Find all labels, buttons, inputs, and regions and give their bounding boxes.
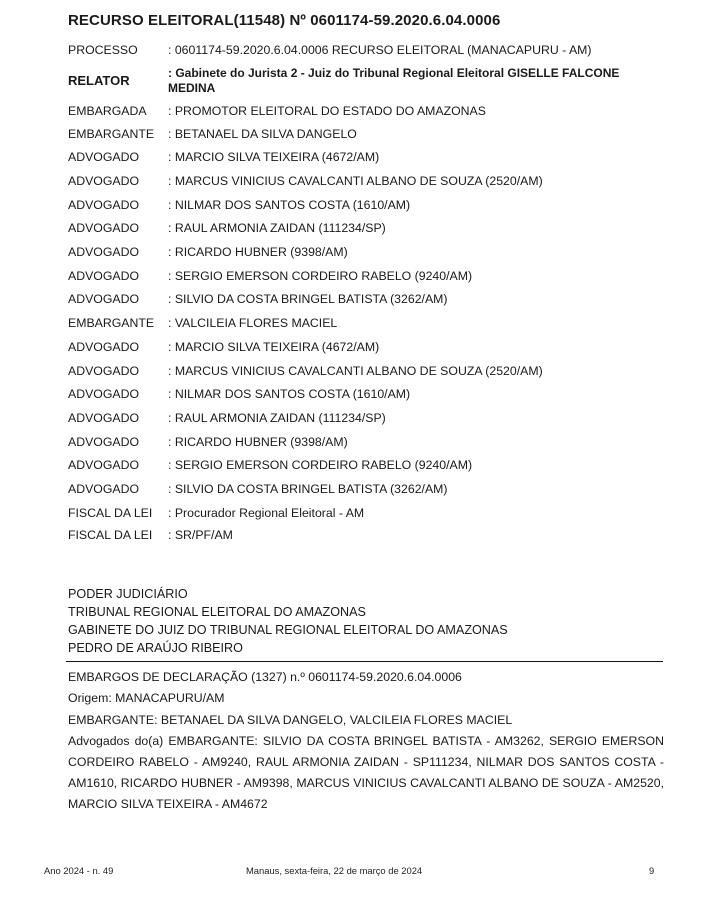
party-label: ADVOGADO	[68, 339, 140, 354]
party-value: : RAUL ARMONIA ZAIDAN (111234/SP)	[168, 221, 386, 236]
advogados-paragraph: Advogados do(a) EMBARGANTE: SILVIO DA COSTA BRINGEL BATISTA - AM3262, SERGIO EMERSON CORDEIRO RABELO - AM9240, RAUL ARMONIA ZAIDAN - SP111234, NILMAR DOS SANTOS COSTA - AM1610, RICARDO HUBNER - AM9398, MARCUS VINICIUS CAVALCANTI ALBANO DE SOUZA - AM2520, MARCIO SILVA TEIXEIRA - AM4672	[68, 734, 664, 812]
party-row	[68, 198, 668, 213]
party-label: ADVOGADO	[68, 434, 140, 449]
party-value: : BETANAEL DA SILVA DANGELO	[168, 127, 357, 142]
footer-page-number: 9	[649, 865, 655, 876]
footer-date: Manaus, sexta-feira, 22 de março de 2024	[246, 865, 423, 876]
party-label: PROCESSO	[68, 43, 138, 57]
party-label: ADVOGADO	[68, 245, 140, 260]
party-value: : MARCUS VINICIUS CAVALCANTI ALBANO DE SOUZA (2520/AM)	[168, 363, 543, 378]
party-value: : SR/PF/AM	[168, 528, 233, 543]
party-value: : Procurador Regional Eleitoral - AM	[168, 505, 365, 520]
party-value: : MARCUS VINICIUS CAVALCANTI ALBANO DE SOUZA (2520/AM)	[168, 174, 543, 189]
footer-edition: Ano 2024 - n. 49	[44, 865, 114, 876]
party-value: : SILVIO DA COSTA BRINGEL BATISTA (3262/AM)	[168, 481, 448, 496]
party-label: EMBARGANTE	[68, 127, 155, 142]
party-value: : PROMOTOR ELEITORAL DO ESTADO DO AMAZONAS	[168, 103, 486, 118]
embargante-line: EMBARGANTE: BETANAEL DA SILVA DANGELO, VALCILEIA FLORES MACIEL	[68, 712, 513, 727]
party-label: RELATOR	[68, 73, 130, 89]
party-label: ADVOGADO	[68, 363, 140, 378]
court-header-line: TRIBUNAL REGIONAL ELEITORAL DO AMAZONAS	[68, 605, 366, 619]
party-row	[68, 435, 668, 450]
party-row	[68, 104, 668, 119]
party-value: : NILMAR DOS SANTOS COSTA (1610/AM)	[168, 387, 411, 402]
party-value: : RICARDO HUBNER (9398/AM)	[168, 245, 348, 260]
party-label: ADVOGADO	[68, 150, 140, 165]
party-label: ADVOGADO	[68, 458, 140, 473]
court-header-line: PEDRO DE ARAÚJO RIBEIRO	[68, 641, 243, 655]
party-row	[68, 127, 668, 142]
party-value: : SERGIO EMERSON CORDEIRO RABELO (9240/AM)	[168, 268, 473, 283]
party-label: EMBARGADA	[68, 103, 147, 118]
party-value: : RAUL ARMONIA ZAIDAN (111234/SP)	[168, 410, 386, 425]
party-row	[68, 150, 668, 165]
court-header-line: PODER JUDICIÁRIO	[68, 587, 188, 601]
party-label: ADVOGADO	[68, 197, 140, 212]
parties-list	[68, 43, 668, 543]
party-row	[68, 387, 668, 402]
party-value: : MARCIO SILVA TEIXEIRA (4672/AM)	[168, 339, 380, 354]
party-row	[68, 221, 668, 236]
party-row	[68, 340, 668, 355]
party-label: ADVOGADO	[68, 481, 140, 496]
party-value: : NILMAR DOS SANTOS COSTA (1610/AM)	[168, 197, 411, 212]
party-value: : 0601174-59.2020.6.04.0006 RECURSO ELEITORAL (MANACAPURU - AM)	[168, 43, 592, 57]
party-label: EMBARGANTE	[68, 316, 155, 331]
embargos-line: EMBARGOS DE DECLARAÇÃO (1327) n.º 0601174-59.2020.6.04.0006	[68, 670, 462, 684]
party-value: : Gabinete do Jurista 2 - Juiz do Tribunal Regional Eleitoral GISELLE FALCONE MEDINA	[168, 65, 620, 95]
party-row	[68, 43, 668, 58]
party-row	[68, 506, 668, 521]
party-value: : MARCIO SILVA TEIXEIRA (4672/AM)	[168, 150, 380, 165]
party-label: ADVOGADO	[68, 387, 140, 402]
party-value: : VALCILEIA FLORES MACIEL	[168, 316, 338, 331]
section-divider	[66, 661, 663, 662]
party-row	[68, 364, 668, 379]
origem-line: Origem: MANACAPURU/AM	[68, 691, 225, 706]
decision-body	[68, 667, 664, 815]
party-row	[68, 66, 668, 96]
party-label: ADVOGADO	[68, 292, 140, 307]
party-value: : SILVIO DA COSTA BRINGEL BATISTA (3262/AM)	[168, 292, 448, 307]
party-row	[68, 528, 668, 543]
party-row	[68, 174, 668, 189]
party-label: FISCAL DA LEI	[68, 528, 153, 543]
party-row	[68, 292, 668, 307]
party-label: FISCAL DA LEI	[68, 505, 153, 520]
party-row	[68, 269, 668, 284]
party-row	[68, 482, 668, 497]
party-value: : RICARDO HUBNER (9398/AM)	[168, 434, 348, 449]
party-label: ADVOGADO	[68, 268, 140, 283]
party-row	[68, 458, 668, 473]
document-title: RECURSO ELEITORAL(11548) Nº 0601174-59.2020.6.04.0006	[68, 12, 501, 29]
court-header-line: GABINETE DO JUIZ DO TRIBUNAL REGIONAL ELEITORAL DO AMAZONAS	[68, 623, 508, 637]
party-row	[68, 411, 668, 426]
party-row	[68, 316, 668, 331]
party-label: ADVOGADO	[68, 410, 140, 425]
party-value: : SERGIO EMERSON CORDEIRO RABELO (9240/AM)	[168, 458, 473, 473]
party-label: ADVOGADO	[68, 221, 140, 236]
party-row	[68, 245, 668, 260]
court-header	[68, 585, 508, 657]
party-label: ADVOGADO	[68, 174, 140, 189]
